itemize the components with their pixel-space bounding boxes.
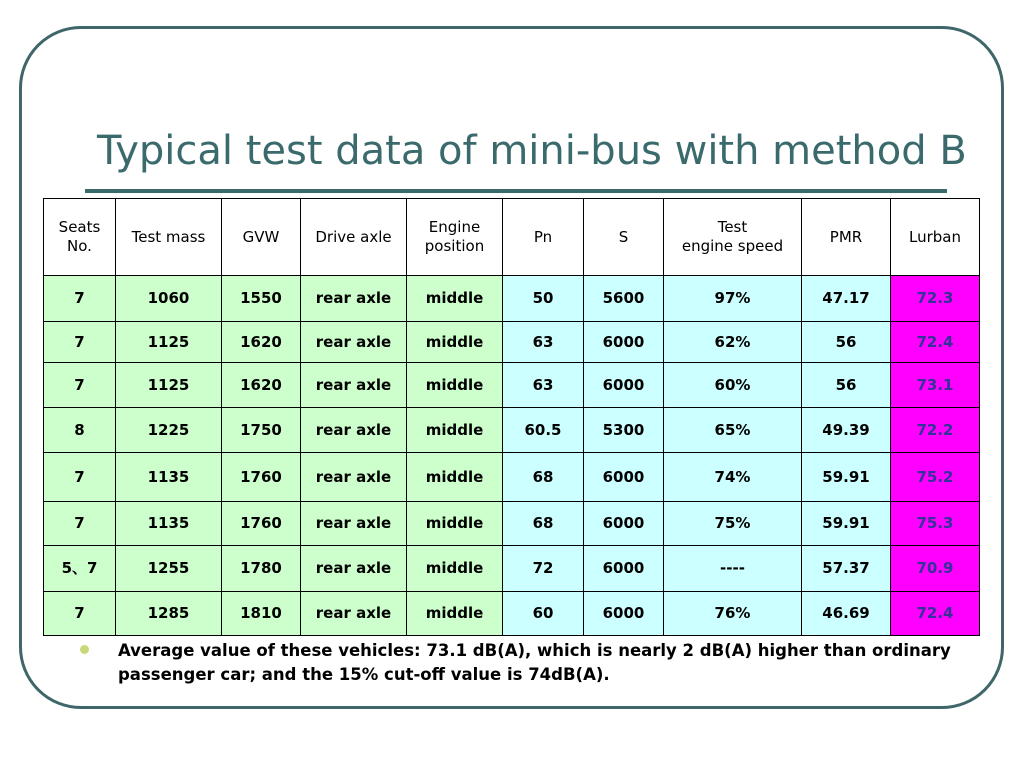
- table-row: [44, 276, 980, 322]
- cell-seats: 7: [44, 322, 116, 363]
- cell-pn: 63: [503, 322, 584, 363]
- cell-test-engine-speed: 75%: [664, 502, 802, 546]
- cell-test-mass: 1060: [116, 276, 222, 322]
- cell-gvw: 1760: [222, 502, 301, 546]
- cell-gvw: 1750: [222, 408, 301, 453]
- table-row: [44, 363, 980, 408]
- cell-gvw: 1780: [222, 546, 301, 592]
- header-engine-position: Engine position: [407, 199, 503, 276]
- cell-s: 6000: [584, 453, 664, 502]
- cell-drive-axle: rear axle: [301, 322, 407, 363]
- cell-seats: 7: [44, 363, 116, 408]
- cell-drive-axle: rear axle: [301, 546, 407, 592]
- cell-s: 5600: [584, 276, 664, 322]
- cell-test-mass: 1225: [116, 408, 222, 453]
- cell-test-engine-speed: 60%: [664, 363, 802, 408]
- cell-engine-position: middle: [407, 322, 503, 363]
- table-row: [44, 546, 980, 592]
- cell-engine-position: middle: [407, 592, 503, 636]
- cell-seats: 5、7: [44, 546, 116, 592]
- cell-gvw: 1810: [222, 592, 301, 636]
- cell-seats: 7: [44, 592, 116, 636]
- summary-note: [80, 639, 960, 687]
- cell-gvw: 1620: [222, 363, 301, 408]
- header-gvw: GVW: [222, 199, 301, 276]
- header-s: S: [584, 199, 664, 276]
- cell-test-engine-speed: 76%: [664, 592, 802, 636]
- cell-test-mass: 1285: [116, 592, 222, 636]
- cell-pn: 68: [503, 453, 584, 502]
- header-seats-no: Seats No.: [44, 199, 116, 276]
- cell-pn: 60.5: [503, 408, 584, 453]
- header-test-mass: Test mass: [116, 199, 222, 276]
- cell-lurban: 72.2: [891, 408, 980, 453]
- cell-pmr: 56: [802, 363, 891, 408]
- header-pn: Pn: [503, 199, 584, 276]
- bullet-dot-icon: [80, 645, 89, 654]
- cell-pmr: 56: [802, 322, 891, 363]
- cell-drive-axle: rear axle: [301, 592, 407, 636]
- cell-gvw: 1620: [222, 322, 301, 363]
- cell-test-engine-speed: ----: [664, 546, 802, 592]
- cell-s: 6000: [584, 592, 664, 636]
- table-header-row: [44, 199, 980, 276]
- cell-lurban: 72.4: [891, 322, 980, 363]
- cell-lurban: 75.2: [891, 453, 980, 502]
- cell-test-engine-speed: 62%: [664, 322, 802, 363]
- cell-pmr: 49.39: [802, 408, 891, 453]
- table-row: [44, 502, 980, 546]
- cell-s: 6000: [584, 502, 664, 546]
- cell-engine-position: middle: [407, 502, 503, 546]
- cell-drive-axle: rear axle: [301, 408, 407, 453]
- cell-seats: 8: [44, 408, 116, 453]
- cell-pmr: 46.69: [802, 592, 891, 636]
- cell-drive-axle: rear axle: [301, 502, 407, 546]
- header-pmr: PMR: [802, 199, 891, 276]
- cell-engine-position: middle: [407, 363, 503, 408]
- cell-engine-position: middle: [407, 546, 503, 592]
- cell-engine-position: middle: [407, 408, 503, 453]
- test-data-table: [43, 198, 980, 636]
- cell-lurban: 73.1: [891, 363, 980, 408]
- cell-s: 5300: [584, 408, 664, 453]
- header-lurban: Lurban: [891, 199, 980, 276]
- cell-pn: 72: [503, 546, 584, 592]
- cell-lurban: 72.3: [891, 276, 980, 322]
- cell-drive-axle: rear axle: [301, 453, 407, 502]
- cell-test-mass: 1255: [116, 546, 222, 592]
- cell-lurban: 72.4: [891, 592, 980, 636]
- cell-test-engine-speed: 97%: [664, 276, 802, 322]
- table-row: [44, 453, 980, 502]
- cell-pn: 60: [503, 592, 584, 636]
- cell-lurban: 70.9: [891, 546, 980, 592]
- cell-test-mass: 1125: [116, 322, 222, 363]
- header-test-engine-speed: Test engine speed: [664, 199, 802, 276]
- cell-test-engine-speed: 65%: [664, 408, 802, 453]
- cell-pmr: 59.91: [802, 502, 891, 546]
- table-row: [44, 592, 980, 636]
- summary-note-text: Average value of these vehicles: 73.1 dB(A), which is nearly 2 dB(A) higher than ordinary passenger car; and the 15% cut-off value is 74dB(A).: [118, 641, 951, 684]
- cell-pmr: 57.37: [802, 546, 891, 592]
- cell-pn: 68: [503, 502, 584, 546]
- title-underline: [85, 189, 947, 193]
- cell-seats: 7: [44, 502, 116, 546]
- cell-s: 6000: [584, 546, 664, 592]
- cell-engine-position: middle: [407, 276, 503, 322]
- cell-seats: 7: [44, 453, 116, 502]
- cell-test-engine-speed: 74%: [664, 453, 802, 502]
- cell-pn: 50: [503, 276, 584, 322]
- cell-test-mass: 1125: [116, 363, 222, 408]
- cell-lurban: 75.3: [891, 502, 980, 546]
- header-drive-axle: Drive axle: [301, 199, 407, 276]
- cell-s: 6000: [584, 363, 664, 408]
- cell-drive-axle: rear axle: [301, 276, 407, 322]
- cell-gvw: 1760: [222, 453, 301, 502]
- cell-pmr: 47.17: [802, 276, 891, 322]
- table-row: [44, 408, 980, 453]
- table-row: [44, 322, 980, 363]
- cell-pn: 63: [503, 363, 584, 408]
- slide-title: Typical test data of mini-bus with method B: [97, 128, 967, 174]
- cell-engine-position: middle: [407, 453, 503, 502]
- cell-test-mass: 1135: [116, 502, 222, 546]
- cell-test-mass: 1135: [116, 453, 222, 502]
- cell-seats: 7: [44, 276, 116, 322]
- cell-gvw: 1550: [222, 276, 301, 322]
- cell-s: 6000: [584, 322, 664, 363]
- cell-pmr: 59.91: [802, 453, 891, 502]
- cell-drive-axle: rear axle: [301, 363, 407, 408]
